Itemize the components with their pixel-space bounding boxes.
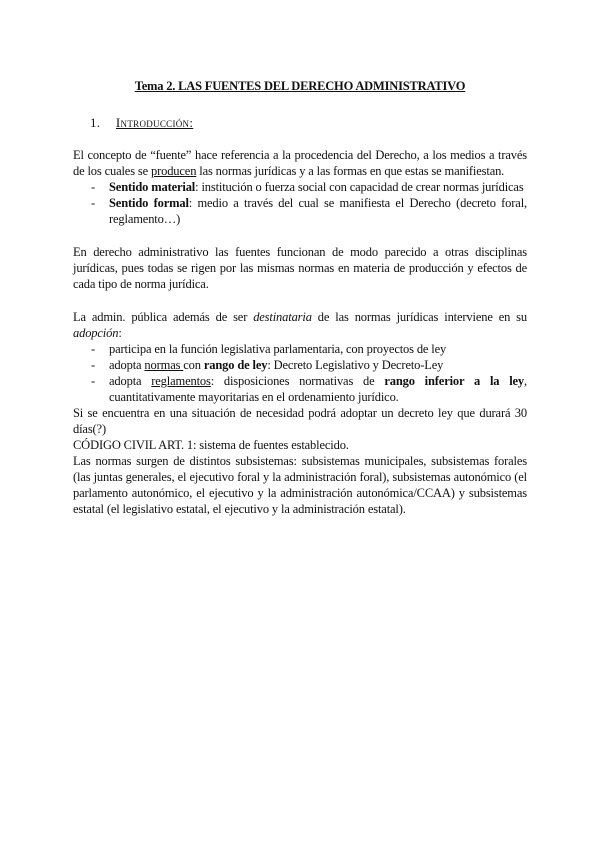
list-item (73, 179, 527, 195)
paragraph-admin-publica (73, 309, 527, 341)
term-definition: : medio a través del cual se manifiesta el Derecho (decreto foral, reglamento…) (109, 196, 527, 226)
underlined-word: producen (150, 164, 197, 178)
section-label: Introducción: (115, 115, 194, 130)
text-run: : (118, 326, 122, 340)
text-run: La admin. pública además de ser (73, 310, 254, 324)
sentidos-list (73, 179, 527, 227)
paragraph-decreto-ley: Si se encuentra en una situación de necesidad podrá adoptar un decreto ley que durará 30 días(?) (73, 406, 527, 436)
underlined-word: normas (144, 358, 184, 372)
term-definition: : institución o fuerza social con capacidad de crear normas jurídicas (195, 180, 524, 194)
text-run: adopta (109, 358, 145, 372)
intro-block (73, 147, 527, 227)
paragraph-derecho-administrativo (73, 244, 527, 292)
adopcion-list (73, 341, 527, 405)
text-run: adopta (109, 374, 152, 388)
paragraph-text: En derecho administrativo las fuentes funcionan de modo parecido a otras disciplinas jurídicas, pues todas se rigen por las mismas normas en materia de producción y efectos de cada tipo de norma jurídica. (73, 245, 527, 291)
section-number: 1. (90, 115, 101, 130)
text-run: : Decreto Legislativo y Decreto-Ley (267, 358, 444, 372)
text-run: con (183, 358, 204, 372)
underlined-word: reglamentos (151, 374, 211, 388)
term-bold: Sentido material (109, 180, 196, 194)
italic-word: destinataria (253, 310, 312, 324)
adopcion-block (73, 309, 527, 517)
text-run: de las normas jurídicas interviene en su (311, 310, 527, 324)
list-item (73, 195, 527, 227)
document-title: Tema 2. LAS FUENTES DEL DERECHO ADMINISTRATIVO (134, 79, 466, 93)
text-run: , cuantitativamente mayoritarias en el ordenamiento jurídico. (109, 374, 528, 404)
text-run: participa en la función legislativa parlamentaria, con proyectos de ley (109, 342, 447, 356)
paragraph-codigo-civil: CÓDIGO CIVIL ART. 1: sistema de fuentes establecido. (73, 438, 349, 452)
section-heading (90, 115, 193, 131)
text-run: El concepto de “fuente” hace referencia a la procedencia del Derecho, a los medios a través de los cuales se (73, 148, 527, 178)
paragraph-subsistemas: Las normas surgen de distintos subsistemas: subsistemas municipales, subsistemas forales (las juntas generales, el ejecutivo foral y la administración foral), subsistemas autonómico (el parlamento autonómico, el ejecutivo y la administración autonómica/CCAA) y subsistemas estatal (el legislativo estatal, el ejecutivo y la administración estatal). (73, 454, 527, 516)
list-item (73, 373, 527, 405)
term-bold: Sentido formal (109, 196, 189, 210)
text-run: : disposiciones normativas de (210, 374, 385, 388)
list-item (73, 341, 527, 357)
paragraph-concepto (73, 147, 527, 179)
italic-word: adopción (73, 326, 119, 340)
bold-phrase: rango de ley (203, 358, 268, 372)
bold-phrase: rango inferior a la ley (384, 374, 525, 388)
text-run: las normas jurídicas y a las formas en que estas se manifiestan. (196, 164, 505, 178)
list-item (73, 357, 527, 373)
